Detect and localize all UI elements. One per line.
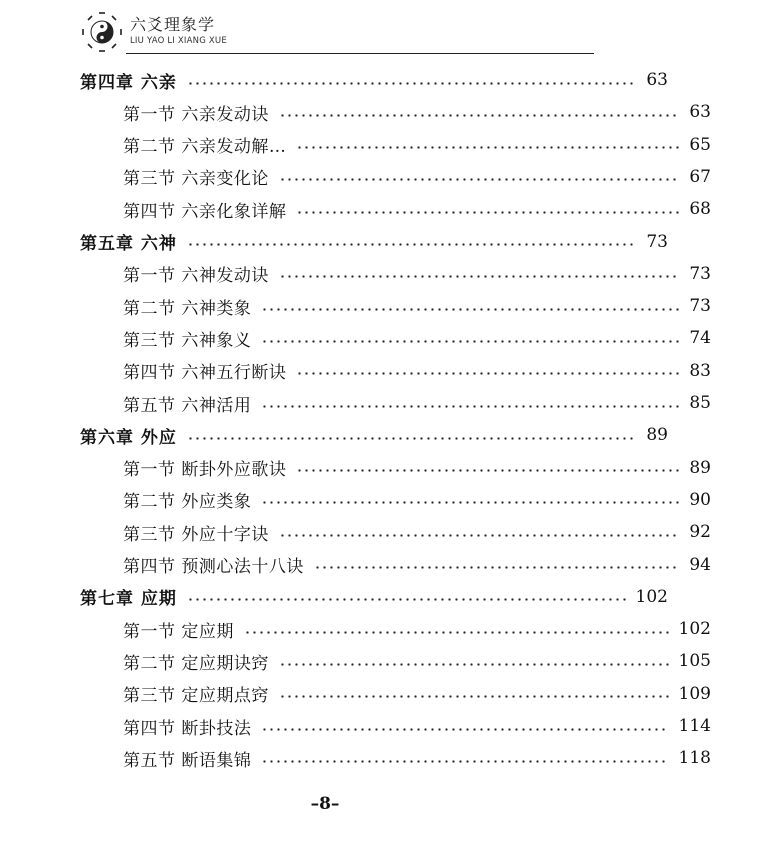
toc-entry-title: 第五章 六神 xyxy=(80,234,177,254)
dot-leader xyxy=(187,598,626,601)
toc-page-number: 67 xyxy=(689,166,711,187)
toc-page-number: 90 xyxy=(689,489,711,510)
toc-section-row[interactable] xyxy=(0,322,773,354)
toc-section-row[interactable] xyxy=(0,129,773,161)
toc-page-number: 94 xyxy=(689,554,711,575)
page-header xyxy=(74,6,594,58)
toc-entry-title: 第三节 外应十字诀 xyxy=(123,524,269,545)
toc-page-number: 85 xyxy=(689,393,711,413)
dot-leader xyxy=(261,728,668,731)
dot-leader xyxy=(279,534,679,537)
dot-leader xyxy=(261,340,679,343)
header-title: 六爻理象学 xyxy=(130,15,216,34)
toc-page-number: 74 xyxy=(689,328,711,349)
dot-leader xyxy=(279,178,679,181)
toc-page-number: 68 xyxy=(689,199,711,220)
dot-leader xyxy=(279,114,679,117)
dot-leader xyxy=(187,243,636,246)
toc-entry-title: 第三节 六神象义 xyxy=(123,330,252,351)
toc-entry-title: 第二节 六神类象 xyxy=(123,298,252,319)
toc-section-row[interactable] xyxy=(0,258,773,290)
toc-section-row[interactable] xyxy=(0,387,773,419)
toc-entry-title: 第四节 断卦技法 xyxy=(123,718,252,739)
header-subtitle: LIU YAO LI XIANG XUE xyxy=(130,36,227,46)
toc-page-number: 73 xyxy=(689,296,711,317)
toc-page-number: 114 xyxy=(678,716,711,736)
toc-page-number: 73 xyxy=(689,263,711,284)
toc-entry-title: 第一节 六亲发动诀 xyxy=(123,104,269,125)
toc-page-number: 92 xyxy=(689,522,711,543)
toc-entry-title: 第四节 预测心法十八诀 xyxy=(123,557,304,577)
dot-leader xyxy=(296,146,679,149)
dot-leader xyxy=(296,469,679,472)
toc-section-row[interactable] xyxy=(0,193,773,225)
dot-leader xyxy=(261,405,679,408)
header-divider xyxy=(126,53,594,54)
toc-section-row[interactable] xyxy=(0,645,773,677)
toc-entry-title: 第二节 定应期诀窍 xyxy=(123,653,269,674)
toc-section-row[interactable] xyxy=(0,710,773,742)
toc-page-number: 63 xyxy=(646,70,668,90)
dot-leader xyxy=(314,566,679,569)
toc-chapter-row[interactable] xyxy=(0,64,730,96)
toc-page-number: 102 xyxy=(678,619,711,640)
dot-leader xyxy=(244,631,669,634)
toc-chapter-row[interactable] xyxy=(0,581,730,613)
page-number: –8– xyxy=(310,794,340,814)
toc-section-row[interactable] xyxy=(0,516,773,548)
toc-page-number: 118 xyxy=(678,748,711,769)
toc-entry-title: 第一节 六神发动诀 xyxy=(123,266,269,287)
toc-entry-title: 第五节 断语集锦 xyxy=(123,750,252,771)
dot-leader xyxy=(296,211,679,214)
dot-leader xyxy=(261,760,668,763)
toc-entry-title: 第一节 断卦外应歌诀 xyxy=(123,460,287,481)
dot-leader xyxy=(279,695,669,698)
toc-entry-title: 第一节 定应期 xyxy=(123,621,234,642)
toc-entry-title: 第四章 六亲 xyxy=(80,72,177,93)
toc-page-number: 105 xyxy=(678,651,711,672)
toc-chapter-row[interactable] xyxy=(0,226,730,258)
toc-page-number: 89 xyxy=(646,425,668,446)
toc-entry-title: 第五节 六神活用 xyxy=(123,395,252,416)
toc-section-row[interactable] xyxy=(0,290,773,322)
toc-section-row[interactable] xyxy=(0,742,773,774)
toc-section-row[interactable] xyxy=(0,452,773,484)
toc-section-row[interactable] xyxy=(0,161,773,193)
toc-section-row[interactable] xyxy=(0,613,773,645)
toc-section-row[interactable] xyxy=(0,549,773,581)
toc-entry-title: 第四节 六亲化象详解 xyxy=(123,201,287,222)
toc-entry-title: 第四节 六神五行断诀 xyxy=(123,363,287,384)
toc-entry-title: 第三节 六亲变化论 xyxy=(123,169,269,190)
toc-page-number: 83 xyxy=(689,360,711,381)
toc-entry-title: 第二节 六亲发动解… xyxy=(123,137,287,158)
dot-leader xyxy=(296,372,679,375)
toc-chapter-row[interactable] xyxy=(0,419,730,451)
toc-page-number: 102 xyxy=(635,586,668,607)
toc-entry-title: 第三节 定应期点窍 xyxy=(123,686,269,707)
dot-leader xyxy=(187,82,636,85)
toc-page-number: 63 xyxy=(689,102,711,123)
toc-section-row[interactable] xyxy=(0,484,773,516)
toc-section-row[interactable] xyxy=(0,96,773,128)
toc-page-number: 65 xyxy=(689,134,711,155)
dot-leader xyxy=(279,663,669,666)
toc-section-row[interactable] xyxy=(0,678,773,710)
toc-page-number: 109 xyxy=(678,683,711,704)
dot-leader xyxy=(261,501,679,504)
toc-page-number: 73 xyxy=(646,231,668,252)
taiji-bagua-logo-icon xyxy=(80,10,124,54)
toc-section-row[interactable] xyxy=(0,355,773,387)
toc-page-number: 89 xyxy=(689,457,711,478)
toc-entry-title: 第七章 应期 xyxy=(80,589,177,610)
dot-leader xyxy=(279,275,679,278)
toc-entry-title: 第六章 外应 xyxy=(80,427,177,448)
dot-leader xyxy=(187,437,636,440)
dot-leader xyxy=(261,308,679,311)
toc-entry-title: 第二节 外应类象 xyxy=(123,492,252,513)
